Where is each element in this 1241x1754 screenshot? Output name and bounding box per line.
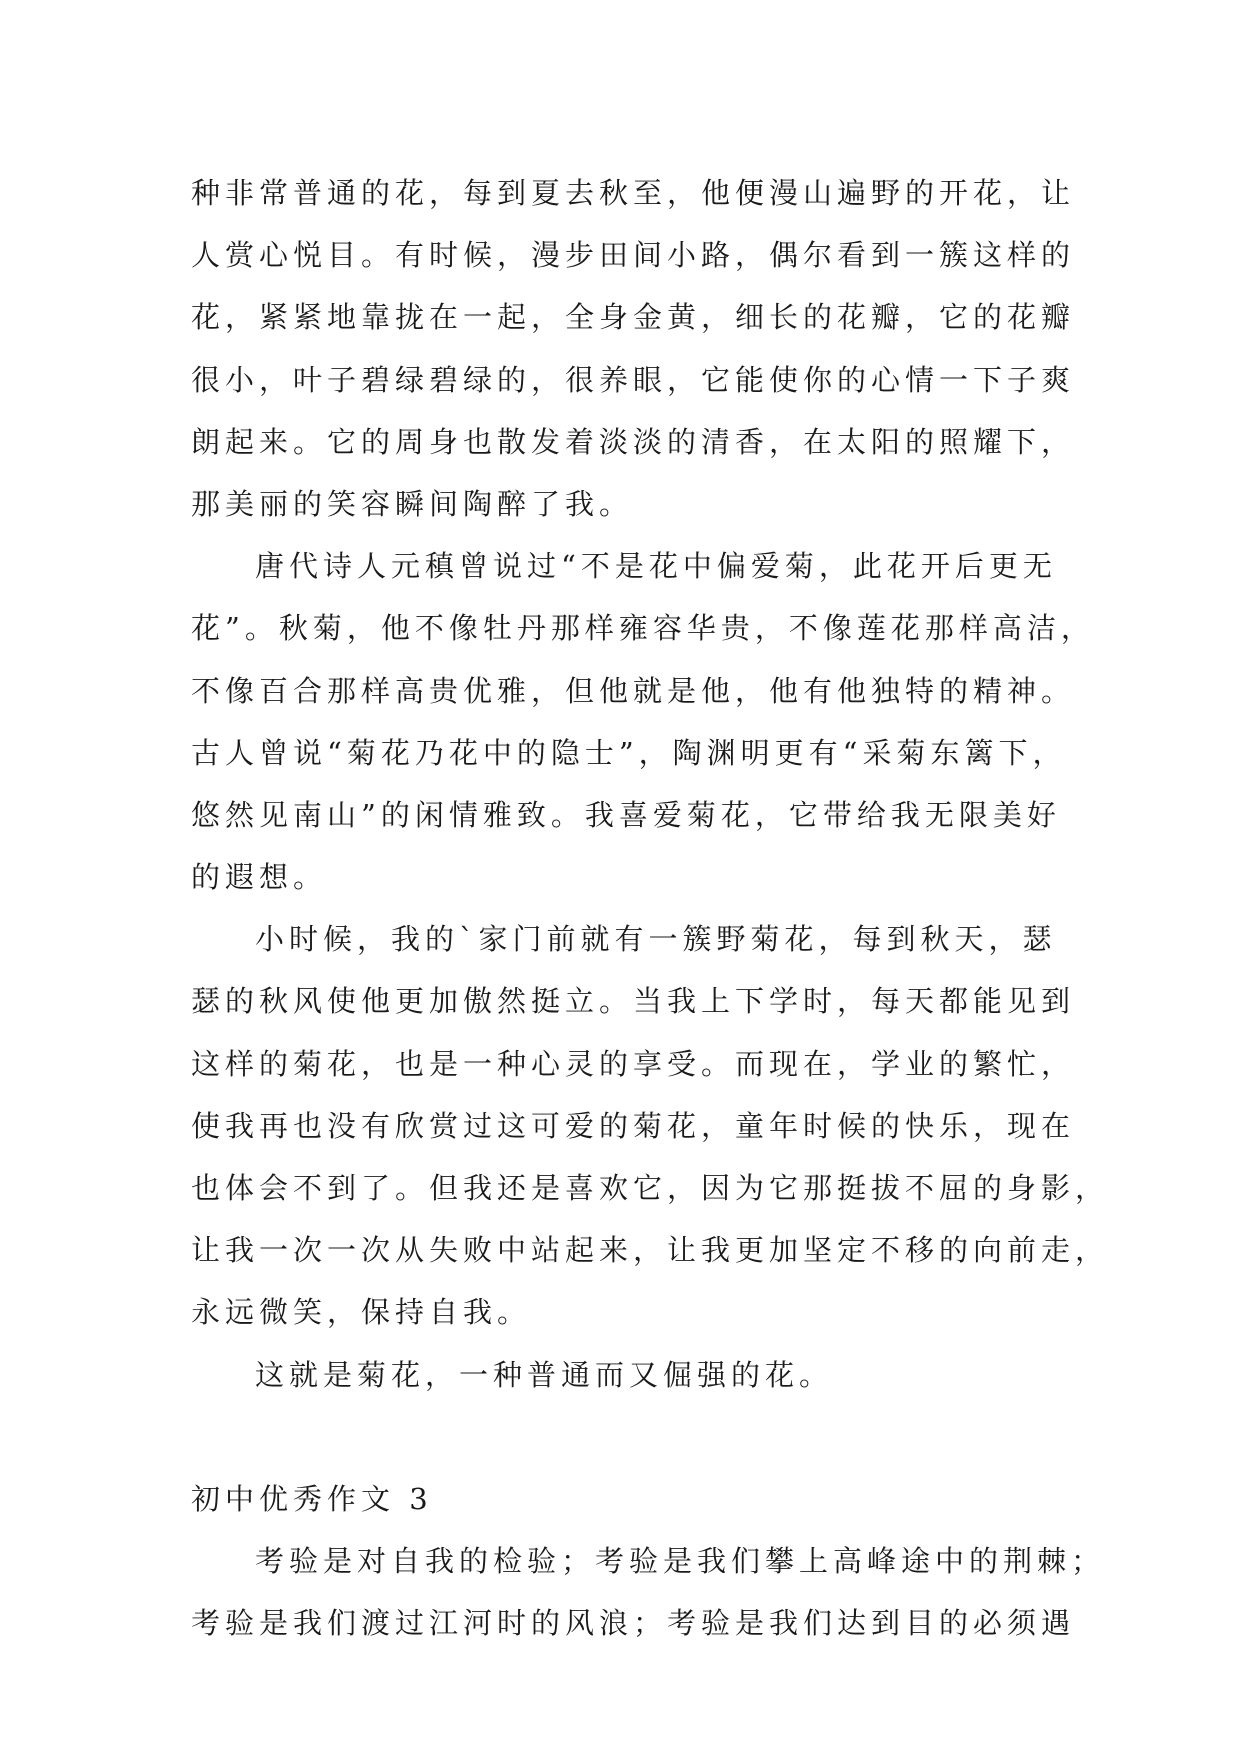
text-line: 那美丽的笑容瞬间陶醉了我。 [191,486,634,521]
text-line: 这样的菊花，也是一种心灵的享受。而现在，学业的繁忙， [191,1046,1076,1081]
text-line: 让我一次一次从失败中站起来，让我更加坚定不移的向前走， [191,1233,1110,1268]
text-line: 古人曾说“菊花乃花中的隐士”，陶渊明更有“采菊东篱下， [191,735,1067,770]
text-line: 朗起来。它的周身也散发着淡淡的清香，在太阳的照耀下， [191,424,1076,459]
text-line: 永远微笑，保持自我。 [191,1295,532,1330]
text-line: 花，紧紧地靠拢在一起，全身金黄，细长的花瓣，它的花瓣 [191,300,1076,335]
text-line: 这就是菊花，一种普通而又倔强的花。 [255,1357,834,1392]
text-line: 人赏心悦目。有时候，漫步田间小路，偶尔看到一簇这样的 [191,238,1076,273]
text-line: 小时候，我的`家门前就有一簇野菊花，每到秋天，瑟 [255,922,1057,957]
blank-line [191,1406,1061,1468]
text-line: 悠然见南山”的闲情雅致。我喜爱菊花，它带给我无限美好 [191,797,1061,832]
paragraph-2 [191,535,1095,908]
paragraph-5 [191,1530,1106,1654]
text-line: 唐代诗人元稹曾说过“不是花中偏爱菊，此花开后更无 [255,549,1057,584]
text-line: 使我再也没有欣赏过这可爱的菊花，童年时候的快乐，现在 [191,1108,1076,1143]
text-line: 花”。秋菊，他不像牡丹那样雍容华贵，不像莲花那样高洁， [191,611,1095,646]
text-line: 考验是对自我的检验；考验是我们攀上高峰途中的荆棘； [255,1544,1106,1579]
paragraph-1 [191,162,1076,535]
section-heading: 初中优秀作文 3 [191,1481,433,1516]
text-line: 考验是我们渡过江河时的风浪；考验是我们达到目的必须遇 [191,1606,1076,1641]
paragraph-4 [191,1344,1061,1406]
text-line: 也体会不到了。但我还是喜欢它，因为它那挺拔不屈的身影， [191,1171,1110,1205]
text-line: 瑟的秋风使他更加傲然挺立。当我上下学时，每天都能见到 [191,984,1076,1019]
text-line: 种非常普通的花，每到夏去秋至，他便漫山遍野的开花，让 [191,176,1076,210]
paragraph-3 [191,908,1110,1343]
text-line: 不像百合那样高贵优雅，但他就是他，他有他独特的精神。 [191,673,1076,708]
text-line: 的遐想。 [191,860,328,895]
text-line: 很小，叶子碧绿碧绿的，很养眼，它能使你的心情一下子爽 [191,362,1076,397]
document-body [191,162,1110,1655]
